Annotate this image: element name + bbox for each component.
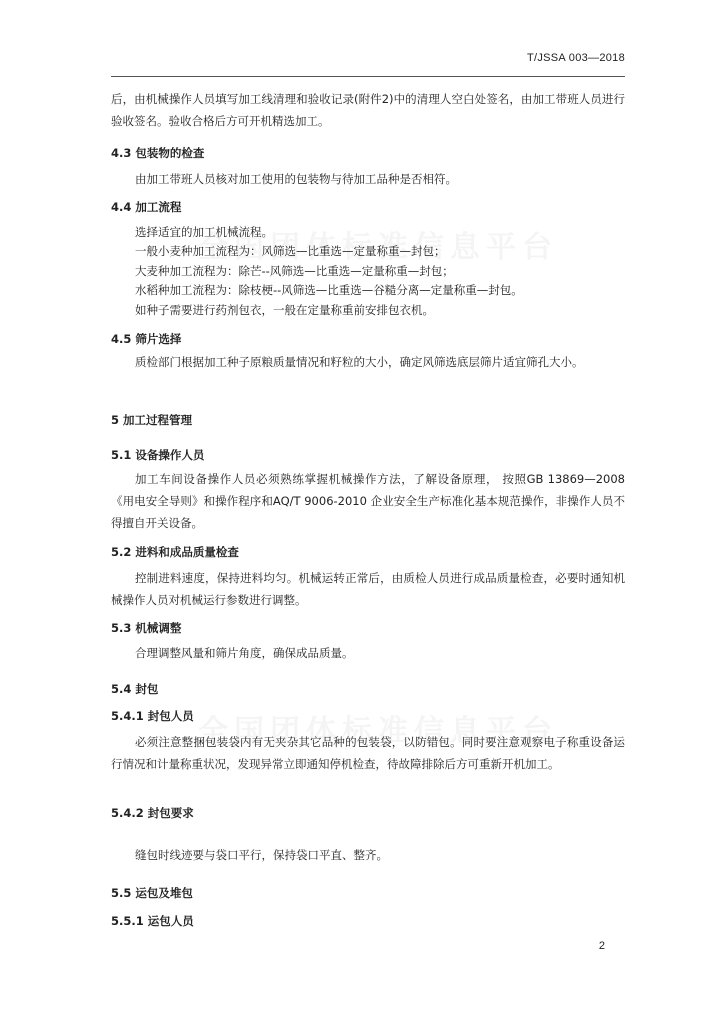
paragraph-p1: 后，由机械操作人员填写加工线清理和验收记录(附件2)中的清理人空白处签名，由加工带班人员进行验收签名。验收合格后方可开机精选加工。: [111, 92, 625, 128]
page-number: 2: [598, 940, 605, 952]
section-heading-h542: 5.4.2 封包要求: [111, 806, 194, 820]
section-heading-h55: 5.5 运包及堆包: [111, 886, 193, 900]
section-heading-h43: 4.3 包装物的检查: [111, 146, 205, 160]
section-heading-h44: 4.4 加工流程: [111, 200, 182, 214]
section-heading-h52: 5.2 进料和成品质量检查: [111, 545, 239, 559]
header-divider: [111, 76, 625, 77]
section-heading-h541: 5.4.1 封包人员: [111, 709, 194, 723]
paragraph-p3: 选择适宜的加工机械流程。: [135, 225, 273, 239]
paragraph-p9: 加工车间设备操作人员必须熟练掌握机械操作方法，了解设备原理， 按照GB 13869—2008 《用电安全导则》和操作程序和AQ/T 9006-2010 企业安全生产标准化基本规范操作，非操作人员不得擅自开关设备。: [111, 472, 625, 530]
paragraph-p6: 水稻种加工流程为：除枝梗--风筛选—比重选—谷糙分离—定量称重—封包。: [135, 283, 523, 297]
paragraph-p12: 必须注意整捆包装袋内有无夹杂其它品种的包装袋，以防错包。同时要注意观察电子称重设备运行情况和计量称重状况，发现异常立即通知停机检查，待故障排除后方可重新开机加工。: [111, 735, 625, 771]
section-heading-h45: 4.5 筛片选择: [111, 332, 182, 346]
paragraph-p11: 合理调整风量和筛片角度，确保成品质量。: [135, 646, 354, 660]
paragraph-p4: 一般小麦种加工流程为：风筛选—比重选—定量称重—封包；: [135, 244, 446, 258]
section-heading-h5: 5 加工过程管理: [111, 413, 193, 427]
paragraph-p8: 质检部门根据加工种子原粮质量情况和籽粒的大小，确定风筛选底层筛片适宜筛孔大小。: [135, 355, 584, 369]
section-heading-h53: 5.3 机械调整: [111, 621, 182, 635]
standard-code: T/JSSA 003—2018: [526, 52, 625, 64]
section-heading-h551: 5.5.1 运包人员: [111, 914, 194, 928]
section-heading-h51: 5.1 设备操作人员: [111, 448, 205, 462]
paragraph-p5: 大麦种加工流程为：除芒--风筛选—比重选—定量称重—封包；: [135, 264, 454, 278]
paragraph-p10: 控制进料速度，保持进料均匀。机械运转正常后，由质检人员进行成品质量检查，必要时通知机械操作人员对机械运行参数进行调整。: [111, 571, 625, 607]
paragraph-p13: 缝包时线迹要与袋口平行，保持袋口平直、整齐。: [135, 848, 388, 862]
paragraph-p7: 如种子需要进行药剂包衣，一般在定量称重前安排包衣机。: [135, 303, 434, 317]
section-heading-h54: 5.4 封包: [111, 682, 159, 696]
paragraph-p2: 由加工带班人员核对加工使用的包装物与待加工品种是否相符。: [135, 172, 457, 186]
